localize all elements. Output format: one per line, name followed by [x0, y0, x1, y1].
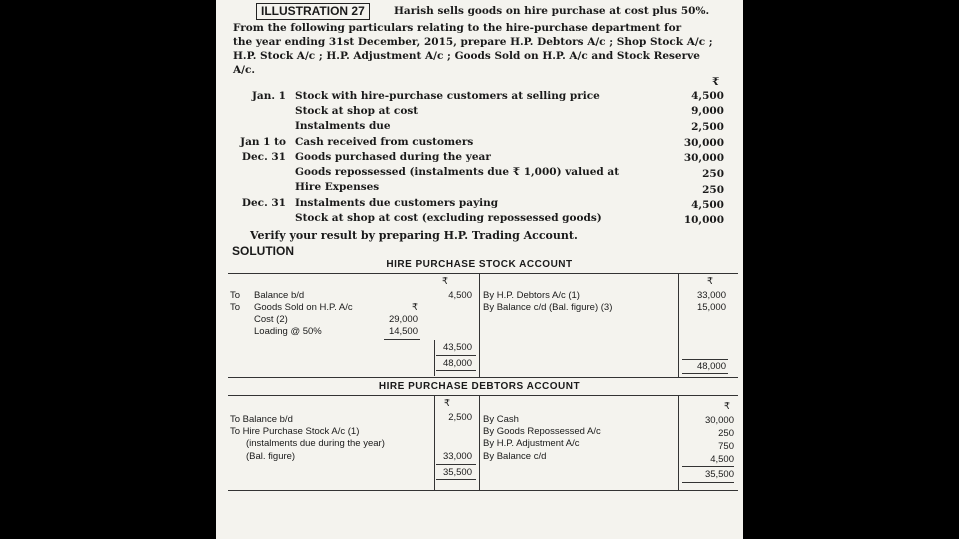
debtors-cr-total: 35,500 [704, 469, 734, 480]
debtors-top-rule [228, 395, 738, 396]
debtors-cr-balance-cd: By Balance c/d [483, 451, 547, 462]
stock-dr-loading: Loading @ 50% [254, 326, 322, 337]
stock-dr-subtotal: 43,500 [442, 342, 472, 353]
stock-cr-rupee: ₹ [707, 276, 714, 287]
stock-dr-to: To [230, 302, 241, 313]
data-desc: Stock at shop at cost [295, 105, 419, 117]
data-date: Dec. 31 [241, 151, 286, 163]
stock-cr-balance-amt: 15,000 [696, 302, 726, 313]
debtors-mid-rule [479, 395, 480, 490]
data-desc: Goods repossessed (instalments due ₹ 1,000) valued at [295, 166, 620, 178]
question-line-5: A/c. [233, 64, 256, 76]
stock-account-title: HIRE PURCHASE STOCK ACCOUNT [386, 259, 573, 270]
stock-dr-goods-sold: Goods Sold on H.P. A/c [254, 302, 353, 313]
debtors-bottom-rule [228, 490, 738, 491]
solution-heading: SOLUTION [232, 244, 294, 258]
data-desc: Hire Expenses [295, 181, 380, 193]
stock-bottom-rule [228, 377, 738, 378]
data-desc: Goods purchased during the year [295, 151, 491, 163]
stock-dr-cost-amt: 29,000 [388, 314, 418, 325]
data-desc: Instalments due [295, 120, 391, 132]
debtors-dr-hp-stock-amt: 33,000 [442, 451, 472, 462]
data-date: Jan 1 to [240, 136, 286, 148]
debtors-cr-goods-repossessed: By Goods Repossessed A/c [483, 426, 601, 437]
stock-top-rule [228, 273, 738, 274]
data-value: 30,000 [683, 137, 724, 149]
data-desc: Cash received from customers [295, 136, 474, 148]
debtors-cr-rupee: ₹ [724, 401, 731, 412]
question-line-1: Harish sells goods on hire purchase at cost plus 50%. [394, 5, 710, 17]
data-value: 30,000 [683, 152, 724, 164]
debtors-cr-cash: By Cash [483, 414, 519, 425]
stock-dr-balance-amt: 4,500 [448, 290, 472, 301]
debtors-dr-instalments-note: (instalments due during the year) [246, 438, 385, 449]
data-desc: Instalments due customers paying [295, 197, 499, 209]
stock-cr-hp-debtors-amt: 33,000 [696, 290, 726, 301]
debtors-cr-goods-repossessed-amt: 250 [718, 428, 734, 439]
data-value: 250 [702, 168, 724, 180]
data-value: 9,000 [691, 105, 724, 117]
data-date: Dec. 31 [241, 197, 286, 209]
stock-cr-total-rule [682, 359, 728, 360]
debtors-cr-balance-amt: 4,500 [710, 454, 734, 465]
debtors-dr-hp-stock: To Hire Purchase Stock A/c (1) [230, 426, 360, 437]
debtors-dr-bal-figure: (Bal. figure) [246, 451, 296, 462]
data-desc: Stock at shop at cost (excluding repossessed goods) [295, 212, 602, 224]
stock-dr-to: To [230, 290, 241, 301]
illustration-badge: ILLUSTRATION 27 [256, 3, 370, 20]
debtors-cr-total-underline [682, 482, 734, 483]
stock-dr-balance-bd: Balance b/d [254, 290, 305, 301]
data-value: 2,500 [691, 121, 724, 133]
stock-cr-total: 48,000 [696, 361, 726, 372]
data-date: Jan. 1 [251, 90, 286, 102]
data-value: 250 [702, 184, 724, 196]
question-line-2: From the following particulars relating to the hire-purchase department for [233, 22, 682, 34]
debtors-cr-cash-amt: 30,000 [704, 415, 734, 426]
textbook-page [216, 0, 743, 539]
debtors-dr-balance-bd: To Balance b/d [230, 414, 293, 425]
stock-cr-balance-cd: By Balance c/d (Bal. figure) (3) [483, 302, 613, 313]
debtors-dr-total: 35,500 [442, 467, 472, 478]
stock-dr-rupee: ₹ [442, 276, 449, 287]
data-value: 4,500 [691, 199, 724, 211]
debtors-dr-balance-amt: 2,500 [448, 412, 472, 423]
data-value: 4,500 [691, 90, 724, 102]
verify-instruction: Verify your result by preparing H.P. Trading Account. [250, 229, 578, 242]
stock-cr-hp-debtors: By H.P. Debtors A/c (1) [483, 290, 580, 301]
stock-dr-cost: Cost (2) [254, 314, 288, 325]
stock-dr-total-underline [436, 370, 476, 371]
debtors-cr-hp-adjustment-amt: 750 [718, 441, 734, 452]
stock-dr-total-rule [436, 355, 476, 356]
debtors-dr-rupee: ₹ [444, 398, 451, 409]
data-desc: Stock with hire-purchase customers at selling price [295, 90, 600, 102]
debtors-dr-total-underline [436, 479, 476, 480]
debtors-dr-total-rule [436, 464, 476, 465]
data-currency: ₹ [712, 76, 720, 88]
stock-sub-rule [384, 339, 420, 340]
debtors-cr-hp-adjustment: By H.P. Adjustment A/c [483, 438, 580, 449]
data-value: 10,000 [683, 214, 724, 226]
stock-dr-total: 48,000 [442, 358, 472, 369]
stock-mid-rule [479, 273, 480, 377]
question-line-3: the year ending 31st December, 2015, prepare H.P. Debtors A/c ; Shop Stock A/c ; [233, 36, 713, 48]
stock-dr-loading-amt: 14,500 [388, 326, 418, 337]
debtors-account-title: HIRE PURCHASE DEBTORS ACCOUNT [378, 381, 581, 392]
debtors-cr-total-rule [682, 466, 734, 467]
question-line-4: H.P. Stock A/c ; H.P. Adjustment A/c ; Goods Sold on H.P. A/c and Stock Reserve [233, 50, 700, 62]
stock-dr-sub-rupee: ₹ [412, 302, 419, 313]
stock-cr-total-underline [682, 373, 728, 374]
